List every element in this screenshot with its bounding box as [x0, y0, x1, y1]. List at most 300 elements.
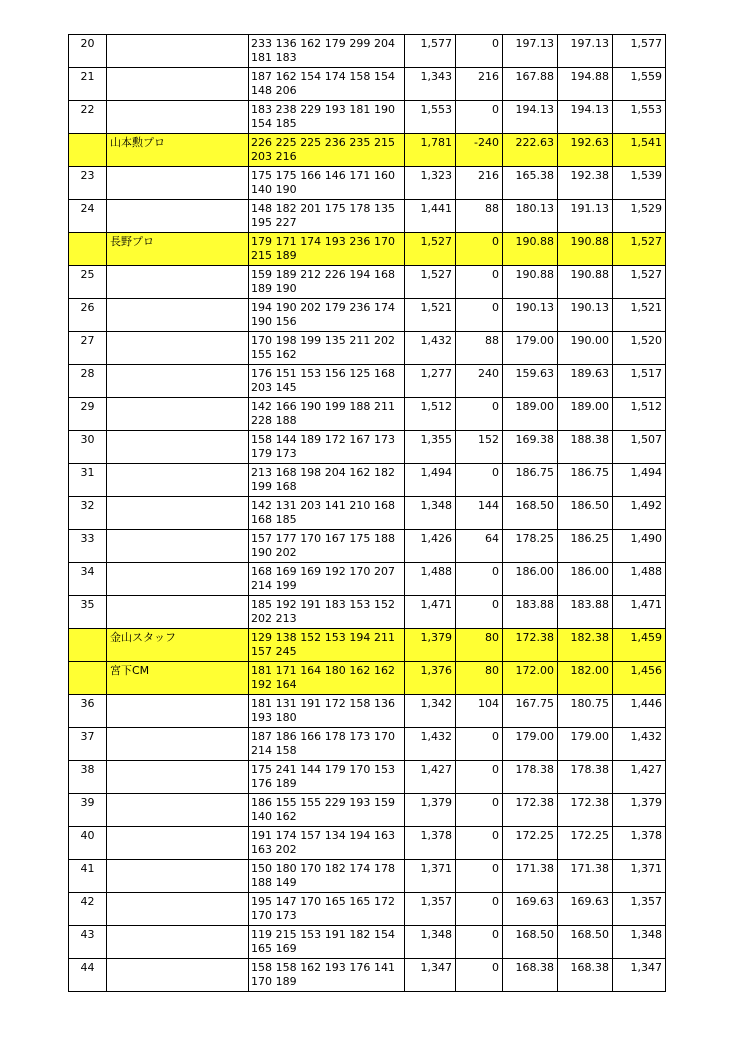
average-cell: 186.75: [503, 464, 558, 497]
total-pins-cell: 1,323: [405, 167, 456, 200]
game-scores-line: [251, 268, 402, 282]
game-score: 162: [349, 466, 371, 479]
total-pins-cell: 1,494: [405, 464, 456, 497]
rank-cell: 21: [69, 68, 107, 101]
final-total-cell: 1,577: [613, 35, 666, 68]
game-score: 170: [251, 974, 272, 988]
game-score: 194: [349, 268, 371, 281]
game-score: 211: [373, 400, 395, 413]
game-scores-line: [251, 433, 402, 447]
game-score: 141: [324, 499, 346, 512]
handicap-cell: 0: [456, 563, 503, 596]
handicap-cell: 0: [456, 860, 503, 893]
game-scores-cell: [249, 167, 405, 200]
player-name-cell: 山本勲プロ: [107, 134, 249, 167]
rank-cell: [69, 233, 107, 266]
average-cell: 186.00: [503, 563, 558, 596]
final-total-cell: 1,446: [613, 695, 666, 728]
game-score: 173: [373, 433, 395, 446]
game-scores-line: [251, 631, 402, 645]
handicap-average-cell: 186.00: [558, 563, 613, 596]
game-score: 162: [275, 347, 297, 361]
game-score: 162: [300, 37, 322, 50]
table-row: [69, 629, 666, 662]
game-score: 168: [251, 512, 272, 526]
game-score: 190: [275, 281, 297, 295]
game-scores-cell: [249, 398, 405, 431]
game-scores-line: [251, 334, 402, 348]
game-score: 190: [275, 301, 297, 314]
final-total-cell: 1,427: [613, 761, 666, 794]
handicap-average-cell: 183.88: [558, 596, 613, 629]
game-score: 174: [300, 235, 322, 248]
total-pins-cell: 1,347: [405, 959, 456, 992]
player-name-cell: [107, 398, 249, 431]
game-score: 198: [275, 334, 297, 347]
rank-cell: 39: [69, 794, 107, 827]
player-name-cell: [107, 860, 249, 893]
total-pins-cell: 1,376: [405, 662, 456, 695]
rank-cell: 41: [69, 860, 107, 893]
game-scores-cell: [249, 761, 405, 794]
game-score: 183: [275, 50, 297, 64]
game-score: 168: [373, 367, 395, 380]
game-scores-line: [251, 697, 402, 711]
game-score: 156: [324, 367, 346, 380]
game-scores-cell: [249, 233, 405, 266]
game-score: 148: [251, 202, 272, 215]
final-total-cell: 1,512: [613, 398, 666, 431]
game-score: 172: [324, 433, 346, 446]
final-total-cell: 1,559: [613, 68, 666, 101]
game-score: 189: [275, 974, 297, 988]
final-total-cell: 1,520: [613, 332, 666, 365]
game-score: 179: [324, 301, 346, 314]
game-score: 174: [275, 829, 297, 842]
results-table: [68, 34, 666, 992]
final-total-cell: 1,517: [613, 365, 666, 398]
table-row: [69, 101, 666, 134]
game-score: 176: [251, 367, 272, 380]
game-scores-line: [251, 876, 402, 890]
total-pins-cell: 1,426: [405, 530, 456, 563]
average-cell: 178.38: [503, 761, 558, 794]
game-score: 227: [275, 215, 297, 229]
game-score: 168: [373, 499, 395, 512]
game-score: 158: [275, 961, 297, 974]
game-score: 235: [349, 136, 371, 149]
handicap-cell: 0: [456, 794, 503, 827]
player-name-cell: [107, 464, 249, 497]
average-cell: 159.63: [503, 365, 558, 398]
rank-cell: 20: [69, 35, 107, 68]
table-row: [69, 497, 666, 530]
game-score: 228: [251, 413, 272, 427]
game-score: 135: [324, 334, 346, 347]
game-score: 189: [251, 281, 272, 295]
game-scores-line: [251, 315, 402, 329]
game-score: 170: [373, 235, 395, 248]
table-row: [69, 200, 666, 233]
final-total-cell: 1,348: [613, 926, 666, 959]
game-score: 203: [300, 499, 322, 512]
player-name-cell: [107, 431, 249, 464]
game-score: 146: [324, 169, 346, 182]
table-row: [69, 563, 666, 596]
final-total-cell: 1,521: [613, 299, 666, 332]
total-pins-cell: 1,432: [405, 332, 456, 365]
average-cell: 172.38: [503, 629, 558, 662]
game-score: 166: [300, 730, 322, 743]
handicap-average-cell: 194.13: [558, 101, 613, 134]
game-score: 150: [251, 862, 272, 875]
player-name-cell: [107, 101, 249, 134]
game-scores-line: [251, 117, 402, 131]
game-score: 190: [251, 314, 272, 328]
game-scores-cell: [249, 464, 405, 497]
rank-cell: 30: [69, 431, 107, 464]
game-scores-line: [251, 909, 402, 923]
handicap-average-cell: 179.00: [558, 728, 613, 761]
average-cell: 172.25: [503, 827, 558, 860]
table-row: [69, 332, 666, 365]
game-scores-line: [251, 51, 402, 65]
final-total-cell: 1,527: [613, 233, 666, 266]
game-scores-line: [251, 777, 402, 791]
game-score: 158: [349, 70, 371, 83]
game-score: 182: [373, 466, 395, 479]
game-score: 158: [251, 961, 272, 974]
game-score: 225: [300, 136, 322, 149]
game-score: 180: [275, 710, 297, 724]
game-score: 207: [373, 565, 395, 578]
game-score: 198: [300, 466, 322, 479]
handicap-average-cell: 171.38: [558, 860, 613, 893]
game-score: 175: [349, 532, 371, 545]
game-scores-line: [251, 796, 402, 810]
game-score: 142: [251, 400, 272, 413]
game-score: 163: [373, 829, 395, 842]
average-cell: 168.50: [503, 497, 558, 530]
game-score: 203: [251, 149, 272, 163]
handicap-average-cell: 190.88: [558, 266, 613, 299]
game-score: 171: [275, 235, 297, 248]
total-pins-cell: 1,342: [405, 695, 456, 728]
total-pins-cell: 1,277: [405, 365, 456, 398]
handicap-average-cell: 191.13: [558, 200, 613, 233]
game-scores-cell: [249, 794, 405, 827]
final-total-cell: 1,378: [613, 827, 666, 860]
game-score: 159: [373, 796, 395, 809]
game-score: 190: [251, 545, 272, 559]
game-scores-line: [251, 348, 402, 362]
game-scores-line: [251, 829, 402, 843]
game-score: 236: [349, 235, 371, 248]
game-score: 155: [275, 796, 297, 809]
game-score: 165: [349, 895, 371, 908]
handicap-cell: 88: [456, 200, 503, 233]
average-cell: 169.38: [503, 431, 558, 464]
table-row: [69, 266, 666, 299]
average-cell: 167.88: [503, 68, 558, 101]
game-score: 158: [275, 743, 297, 757]
game-score: 226: [251, 136, 272, 149]
table-row: [69, 926, 666, 959]
game-score: 174: [373, 301, 395, 314]
game-score: 214: [251, 743, 272, 757]
game-score: 174: [349, 862, 371, 875]
game-scores-line: [251, 235, 402, 249]
rank-cell: 29: [69, 398, 107, 431]
game-score: 168: [251, 565, 272, 578]
game-score: 185: [275, 116, 297, 130]
player-name-cell: [107, 926, 249, 959]
rank-cell: 24: [69, 200, 107, 233]
game-scores-cell: [249, 68, 405, 101]
game-score: 167: [349, 433, 371, 446]
player-name-cell: [107, 35, 249, 68]
game-score: 189: [275, 268, 297, 281]
game-scores-line: [251, 810, 402, 824]
total-pins-cell: 1,348: [405, 497, 456, 530]
handicap-average-cell: 172.25: [558, 827, 613, 860]
handicap-average-cell: 189.63: [558, 365, 613, 398]
total-pins-cell: 1,781: [405, 134, 456, 167]
game-score: 193: [324, 235, 346, 248]
game-scores-cell: [249, 200, 405, 233]
game-score: 181: [349, 103, 371, 116]
game-score: 194: [349, 829, 371, 842]
rank-cell: [69, 629, 107, 662]
game-score: 136: [275, 37, 297, 50]
rank-cell: 22: [69, 101, 107, 134]
total-pins-cell: 1,441: [405, 200, 456, 233]
game-scores-line: [251, 763, 402, 777]
game-score: 140: [251, 809, 272, 823]
total-pins-cell: 1,432: [405, 728, 456, 761]
rank-cell: 44: [69, 959, 107, 992]
game-score: 129: [251, 631, 272, 644]
final-total-cell: 1,432: [613, 728, 666, 761]
handicap-average-cell: 186.75: [558, 464, 613, 497]
game-score: 158: [349, 697, 371, 710]
table-row: [69, 530, 666, 563]
game-scores-cell: [249, 365, 405, 398]
game-score: 155: [300, 796, 322, 809]
game-score: 225: [275, 136, 297, 149]
game-scores-line: [251, 400, 402, 414]
game-score: 175: [251, 169, 272, 182]
game-scores-line: [251, 645, 402, 659]
game-score: 175: [275, 169, 297, 182]
player-name-cell: [107, 596, 249, 629]
final-total-cell: 1,471: [613, 596, 666, 629]
total-pins-cell: 1,357: [405, 893, 456, 926]
average-cell: 222.63: [503, 134, 558, 167]
total-pins-cell: 1,427: [405, 761, 456, 794]
handicap-average-cell: 178.38: [558, 761, 613, 794]
player-name-cell: 長野プロ: [107, 233, 249, 266]
game-score: 190: [275, 182, 297, 196]
total-pins-cell: 1,488: [405, 563, 456, 596]
rank-cell: 32: [69, 497, 107, 530]
table-row: [69, 893, 666, 926]
game-score: 169: [275, 941, 297, 955]
game-score: 241: [275, 763, 297, 776]
rank-cell: 36: [69, 695, 107, 728]
game-score: 174: [324, 70, 346, 83]
final-total-cell: 1,357: [613, 893, 666, 926]
handicap-cell: 0: [456, 827, 503, 860]
game-scores-line: [251, 301, 402, 315]
player-name-cell: [107, 200, 249, 233]
rank-cell: 43: [69, 926, 107, 959]
game-score: 145: [275, 380, 297, 394]
average-cell: 194.13: [503, 101, 558, 134]
game-score: 164: [300, 664, 322, 677]
game-score: 188: [349, 400, 371, 413]
total-pins-cell: 1,379: [405, 629, 456, 662]
game-scores-line: [251, 103, 402, 117]
game-score: 149: [275, 875, 297, 889]
game-scores-line: [251, 216, 402, 230]
game-score: 158: [251, 433, 272, 446]
total-pins-cell: 1,471: [405, 596, 456, 629]
game-score: 190: [300, 400, 322, 413]
game-score: 236: [324, 136, 346, 149]
game-score: 152: [373, 598, 395, 611]
rank-cell: 38: [69, 761, 107, 794]
game-scores-cell: [249, 926, 405, 959]
game-scores-cell: [249, 530, 405, 563]
game-scores-line: [251, 942, 402, 956]
game-score: 173: [349, 730, 371, 743]
table-row: [69, 695, 666, 728]
average-cell: 179.00: [503, 332, 558, 365]
game-score: 201: [300, 202, 322, 215]
game-score: 154: [373, 70, 395, 83]
game-score: 151: [275, 367, 297, 380]
game-score: 193: [251, 710, 272, 724]
game-score: 192: [324, 565, 346, 578]
game-score: 181: [251, 697, 272, 710]
game-score: 177: [275, 532, 297, 545]
game-score: 213: [251, 466, 272, 479]
rank-cell: 35: [69, 596, 107, 629]
game-score: 141: [373, 961, 395, 974]
rank-cell: 37: [69, 728, 107, 761]
game-score: 170: [251, 334, 272, 347]
handicap-cell: 0: [456, 464, 503, 497]
table-row: [69, 134, 666, 167]
average-cell: 178.25: [503, 530, 558, 563]
handicap-average-cell: 168.50: [558, 926, 613, 959]
final-total-cell: 1,494: [613, 464, 666, 497]
final-total-cell: 1,379: [613, 794, 666, 827]
final-total-cell: 1,507: [613, 431, 666, 464]
game-scores-line: [251, 480, 402, 494]
game-scores-cell: [249, 497, 405, 530]
game-score: 166: [275, 400, 297, 413]
game-score: 179: [251, 235, 272, 248]
game-score: 170: [300, 862, 322, 875]
game-score: 144: [275, 433, 297, 446]
handicap-average-cell: 190.00: [558, 332, 613, 365]
handicap-average-cell: 190.88: [558, 233, 613, 266]
table-row: [69, 431, 666, 464]
rank-cell: 40: [69, 827, 107, 860]
average-cell: 189.00: [503, 398, 558, 431]
table-row: [69, 860, 666, 893]
rank-cell: 42: [69, 893, 107, 926]
game-score: 229: [300, 103, 322, 116]
game-score: 164: [275, 677, 297, 691]
player-name-cell: [107, 893, 249, 926]
handicap-cell: 0: [456, 233, 503, 266]
handicap-cell: 216: [456, 68, 503, 101]
handicap-average-cell: 190.13: [558, 299, 613, 332]
game-scores-line: [251, 169, 402, 183]
game-score: 191: [300, 697, 322, 710]
handicap-average-cell: 192.63: [558, 134, 613, 167]
table-row: [69, 233, 666, 266]
total-pins-cell: 1,577: [405, 35, 456, 68]
game-score: 162: [300, 961, 322, 974]
game-score: 162: [275, 70, 297, 83]
game-score: 182: [275, 202, 297, 215]
game-score: 191: [300, 598, 322, 611]
game-score: 195: [251, 215, 272, 229]
game-score: 215: [275, 928, 297, 941]
game-score: 157: [300, 829, 322, 842]
game-score: 212: [300, 268, 322, 281]
total-pins-cell: 1,527: [405, 266, 456, 299]
game-scores-cell: [249, 629, 405, 662]
game-score: 153: [349, 598, 371, 611]
game-score: 236: [349, 301, 371, 314]
handicap-average-cell: 180.75: [558, 695, 613, 728]
game-score: 181: [251, 664, 272, 677]
game-score: 119: [251, 928, 272, 941]
game-score: 157: [251, 644, 272, 658]
game-score: 180: [324, 664, 346, 677]
game-score: 170: [349, 565, 371, 578]
handicap-cell: 144: [456, 497, 503, 530]
player-name-cell: [107, 299, 249, 332]
rank-cell: 33: [69, 530, 107, 563]
player-name-cell: 宮下CM: [107, 662, 249, 695]
game-score: 206: [275, 83, 297, 97]
total-pins-cell: 1,527: [405, 233, 456, 266]
average-cell: 180.13: [503, 200, 558, 233]
handicap-cell: 80: [456, 629, 503, 662]
game-score: 162: [349, 664, 371, 677]
handicap-average-cell: 186.50: [558, 497, 613, 530]
game-score: 181: [251, 50, 272, 64]
game-scores-line: [251, 928, 402, 942]
game-score: 215: [251, 248, 272, 262]
game-scores-cell: [249, 431, 405, 464]
average-cell: 172.38: [503, 794, 558, 827]
average-cell: 197.13: [503, 35, 558, 68]
final-total-cell: 1,541: [613, 134, 666, 167]
game-score: 185: [275, 512, 297, 526]
game-scores-line: [251, 202, 402, 216]
table-row: [69, 959, 666, 992]
game-score: 168: [373, 268, 395, 281]
game-scores-cell: [249, 332, 405, 365]
handicap-average-cell: 189.00: [558, 398, 613, 431]
